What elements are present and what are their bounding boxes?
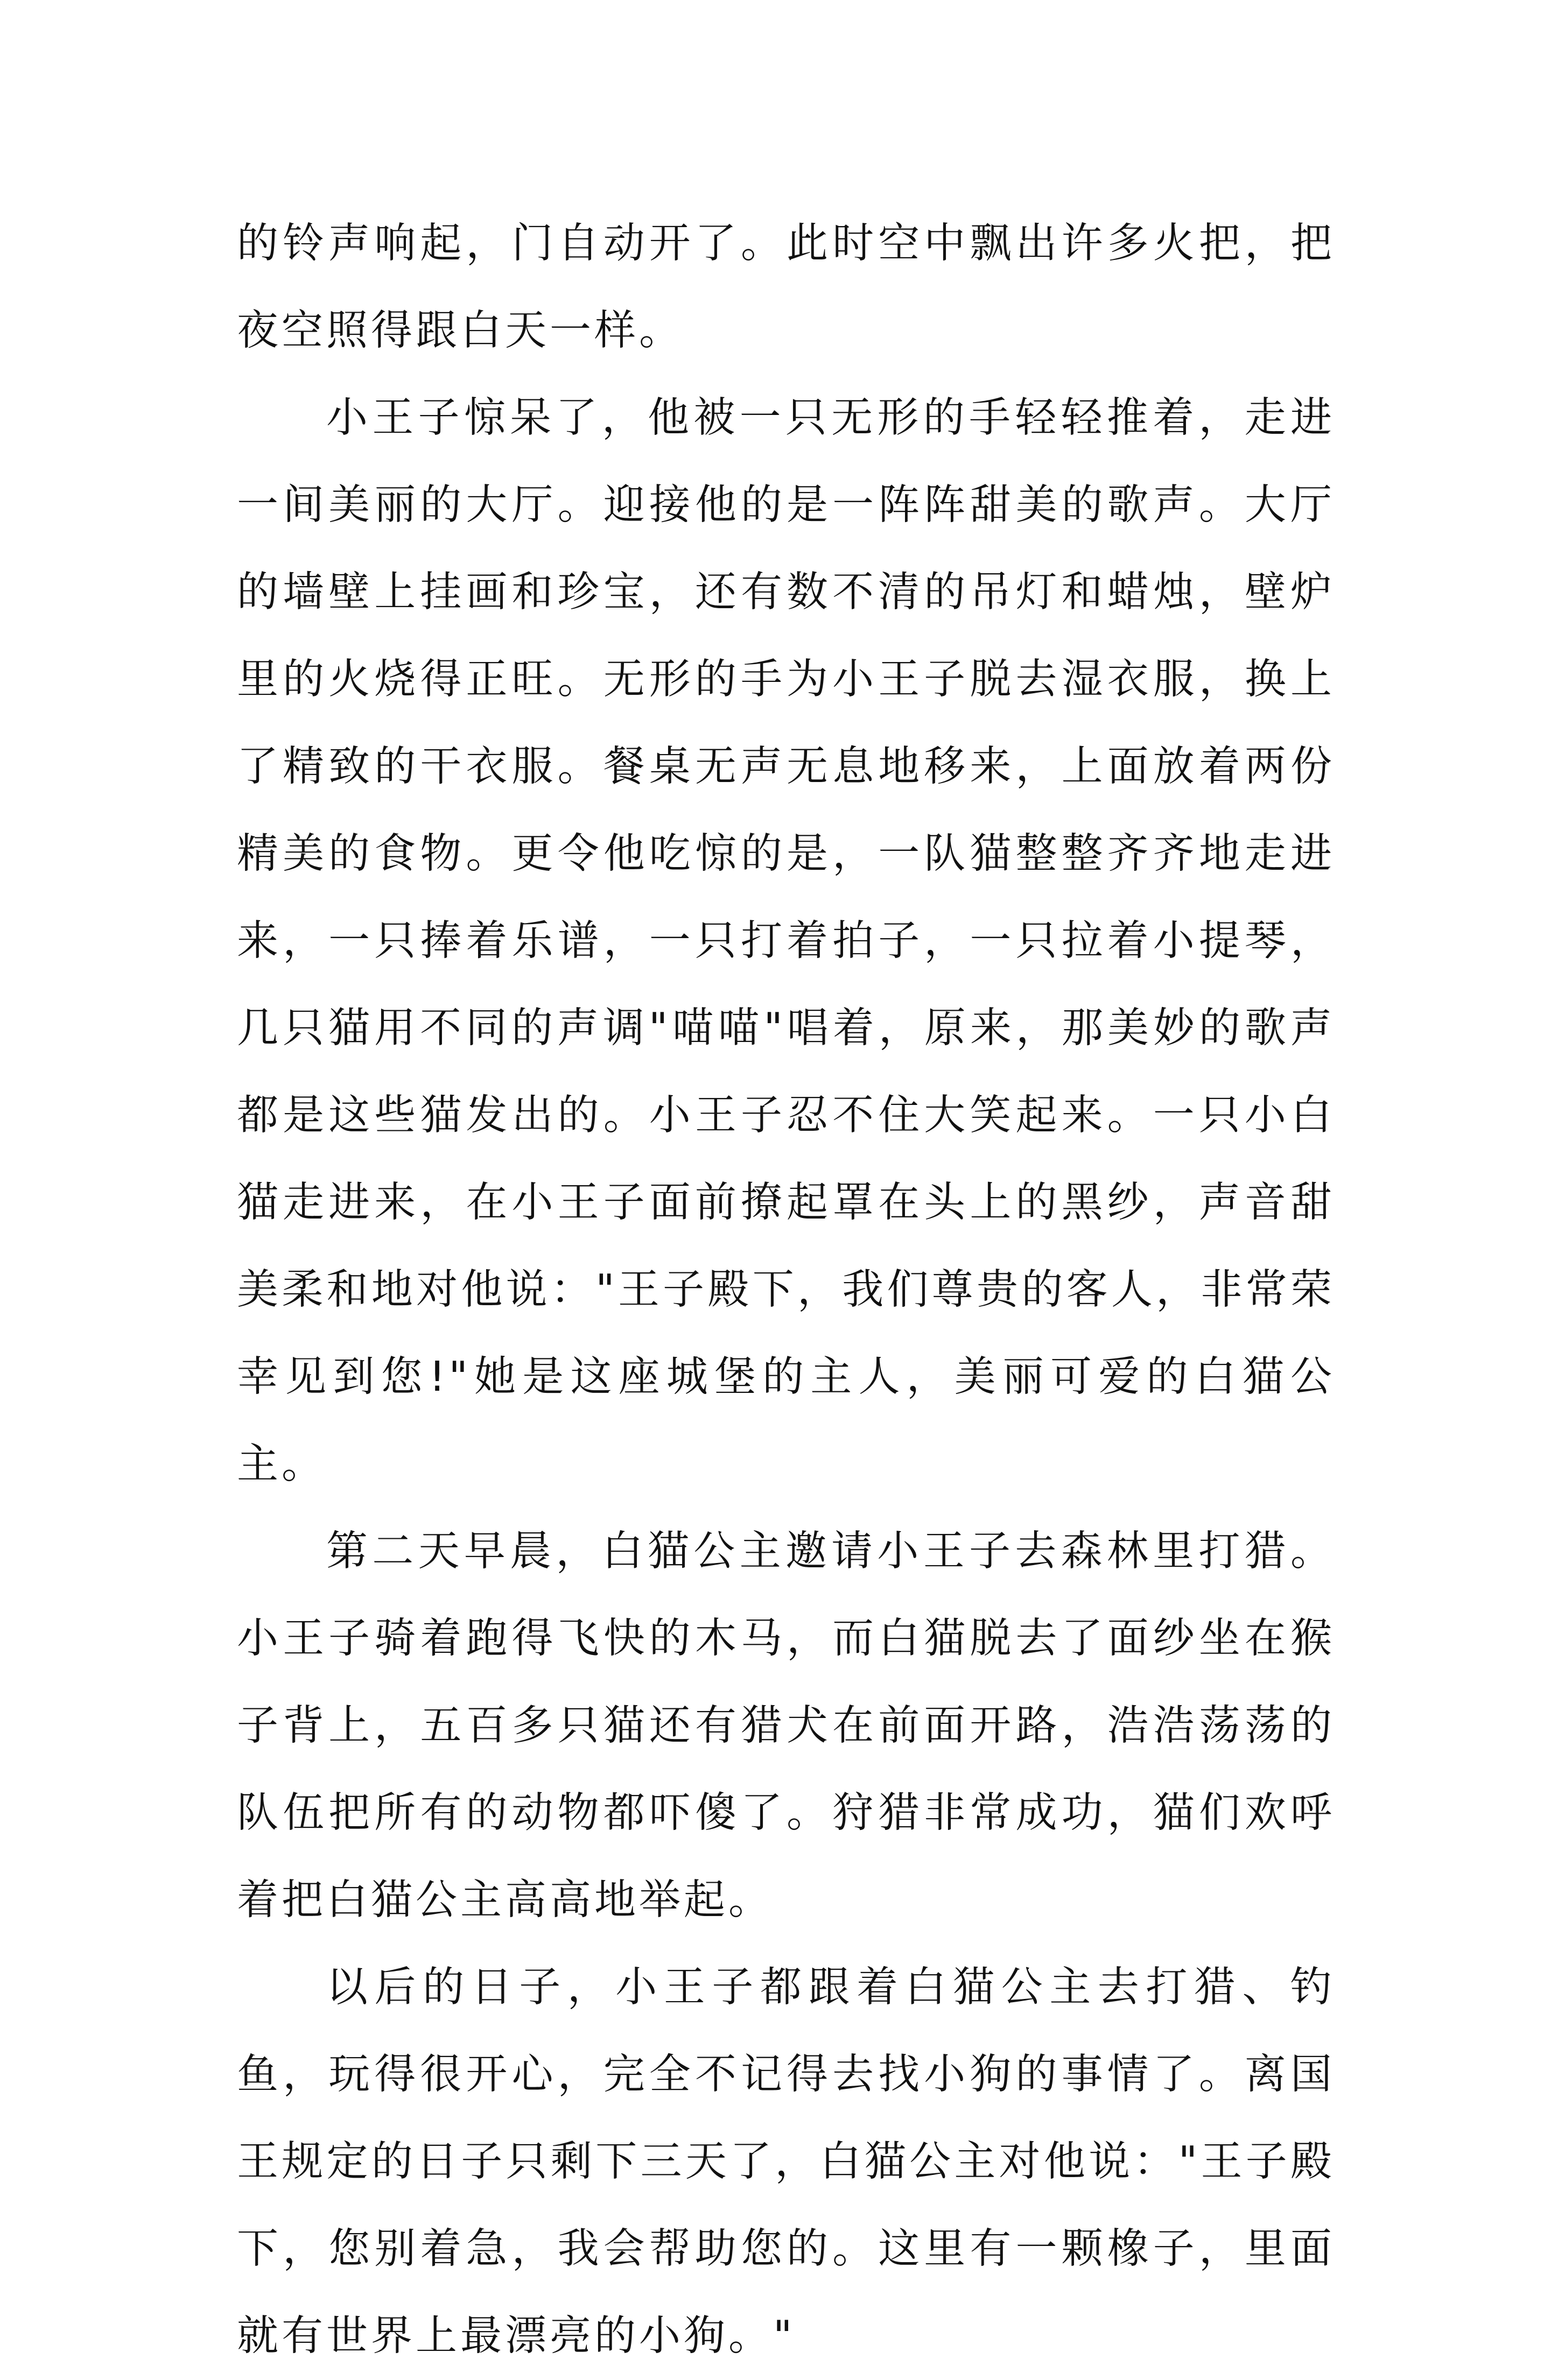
- paragraph-continuation: 的铃声响起，门自动开了。此时空中飘出许多火把，把夜空照得跟白天一样。: [237, 220, 1335, 355]
- paragraph-hunting-trip: 第二天早晨，白猫公主邀请小王子去森林里打猎。小王子骑着跑得飞快的木马，而白猫脱去了面纱坐在猴子背上，五百多只猫还有猎犬在前面开路，浩浩荡荡的队伍把所有的动物都吓傻了。狩猎非常成功，猫们欢呼着把白猫公主高高地举起。: [237, 1527, 1335, 1924]
- paragraph-acorn-gift: 以后的日子，小王子都跟着白猫公主去打猎、钓鱼，玩得很开心，完全不记得去找小狗的事情了。离国王规定的日子只剩下三天了，白猫公主对他说："王子殿下，您别着急，我会帮助您的。这里有一颗橡子，里面就有世界上最漂亮的小狗。": [237, 1963, 1335, 2360]
- paragraph-hall-scene: 小王子惊呆了，他被一只无形的手轻轻推着，走进一间美丽的大厅。迎接他的是一阵阵甜美的歌声。大厅的墙壁上挂画和珍宝，还有数不清的吊灯和蜡烛，壁炉里的火烧得正旺。无形的手为小王子脱去湿衣服，换上了精致的干衣服。餐桌无声无息地移来，上面放着两份精美的食物。更令他吃惊的是，一队猫整整齐齐地走进来，一只捧着乐谱，一只打着拍子，一只拉着小提琴，几只猫用不同的声调"喵喵"唱着，原来，那美妙的歌声都是这些猫发出的。小王子忍不住大笑起来。一只小白猫走进来，在小王子面前撩起罩在头上的黑纱，声音甜美柔和地对他说："王子殿下，我们尊贵的客人，非常荣幸见到您!"她是这座城堡的主人，美丽可爱的白猫公主。: [237, 394, 1335, 1488]
- story-text: [237, 200, 1335, 2380]
